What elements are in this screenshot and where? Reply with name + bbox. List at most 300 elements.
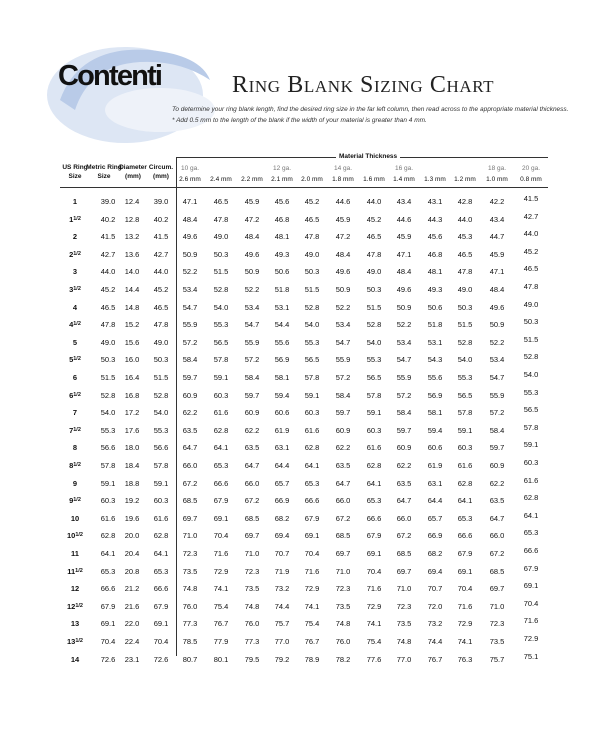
table-row	[0, 404, 600, 421]
blank-length-cell: 66.6	[304, 496, 320, 506]
blank-length-cell: 69.1	[213, 513, 229, 523]
circumference-cell: 69.1	[153, 619, 169, 629]
table-top-rule	[60, 187, 548, 188]
blank-length-cell: 62.8	[523, 493, 539, 503]
us-size-fraction: 1/2	[75, 638, 83, 644]
diameter-cell: 15.2	[124, 320, 140, 330]
metric-size-cell: 39.0	[100, 197, 116, 206]
footnote: * Add 0.5 mm to the length of the blank if the width of your material is greater than 4 mm.	[172, 117, 427, 124]
blank-length-cell: 64.1	[523, 510, 539, 520]
diameter-cell: 12.8	[124, 214, 140, 224]
blank-length-cell: 73.2	[427, 619, 443, 629]
metric-size-cell: 66.6	[100, 584, 116, 594]
blank-length-cell: 76.7	[304, 637, 320, 646]
blank-length-cell: 55.3	[457, 373, 473, 382]
us-size-cell	[60, 619, 90, 628]
us-size-number: 9	[69, 496, 74, 506]
blank-length-cell: 70.4	[457, 584, 473, 594]
blank-length-cell: 73.5	[182, 566, 198, 576]
blank-length-cell: 63.1	[274, 443, 290, 453]
blank-length-cell: 60.3	[457, 443, 473, 453]
us-size-fraction: 1/2	[75, 567, 83, 574]
blank-length-cell: 77.0	[274, 637, 290, 646]
blank-length-cell: 54.3	[427, 355, 443, 365]
blank-length-cell: 72.9	[457, 619, 473, 629]
blank-length-cell: 69.1	[366, 549, 382, 558]
blank-length-cell: 51.5	[457, 320, 473, 330]
blank-length-cell: 54.7	[335, 337, 351, 347]
us-size-fraction: 1/2	[73, 391, 81, 398]
blank-length-cell: 70.7	[274, 549, 290, 558]
blank-length-cell: 57.8	[213, 355, 229, 365]
blank-length-cell: 50.9	[335, 285, 351, 294]
blank-length-cell: 48.4	[182, 214, 198, 224]
blank-length-cell: 50.6	[274, 267, 290, 277]
blank-length-cell: 57.2	[244, 355, 260, 365]
blank-length-cell: 66.0	[396, 513, 412, 523]
us-size-number: 10	[70, 513, 80, 523]
metric-size-cell: 57.8	[100, 461, 116, 470]
thickness-header: 1.8 mm	[332, 176, 354, 183]
thickness-header: 2.6 mm	[179, 176, 201, 183]
blank-length-cell: 64.4	[427, 496, 443, 506]
blank-length-cell: 62.2	[335, 443, 351, 453]
blank-length-cell: 45.2	[523, 246, 539, 256]
blank-length-cell: 47.8	[213, 214, 229, 224]
metric-size-cell: 49.0	[100, 337, 116, 347]
blank-length-cell: 72.9	[523, 634, 539, 643]
diameter-cell: 18.8	[124, 478, 140, 488]
metric-size-cell: 60.3	[100, 496, 116, 506]
blank-length-cell: 50.9	[489, 320, 505, 330]
circumference-cell: 54.0	[153, 408, 169, 418]
col-header-diameter: Diameter (mm)	[119, 164, 147, 180]
us-size-number: 6	[69, 390, 74, 400]
circumference-cell: 66.6	[153, 584, 169, 594]
blank-length-cell: 56.9	[274, 355, 290, 365]
blank-length-cell: 45.6	[274, 197, 290, 206]
blank-length-cell: 47.8	[304, 232, 320, 242]
blank-length-cell: 71.0	[182, 531, 198, 541]
blank-length-cell: 70.4	[366, 566, 382, 576]
table-row	[0, 545, 600, 562]
blank-length-cell: 49.6	[489, 302, 505, 312]
gauge-label: 14 ga.	[333, 165, 353, 172]
blank-length-cell: 44.0	[366, 197, 382, 206]
blank-length-cell: 47.2	[335, 232, 351, 242]
blank-length-cell: 59.4	[427, 425, 443, 435]
blank-length-cell: 79.2	[274, 654, 290, 664]
blank-length-cell: 54.7	[396, 355, 412, 365]
blank-length-cell: 71.6	[457, 601, 473, 611]
circumference-cell: 72.6	[153, 654, 169, 664]
blank-length-cell: 53.4	[182, 285, 198, 294]
thickness-header: 1.4 mm	[393, 176, 415, 183]
blank-length-cell: 72.9	[366, 601, 382, 611]
us-size-number: 5	[72, 337, 78, 347]
blank-length-cell: 72.3	[489, 619, 505, 629]
blank-length-cell: 65.3	[523, 528, 539, 538]
blank-length-cell: 74.8	[396, 637, 412, 646]
blank-length-cell: 47.1	[182, 197, 198, 206]
blank-length-cell: 75.4	[304, 619, 320, 629]
us-size-number: 5	[69, 355, 74, 365]
us-size-number: 12	[70, 584, 80, 594]
us-size-number: 10	[67, 531, 76, 541]
blank-length-cell: 60.3	[213, 390, 229, 400]
blank-length-cell: 58.1	[274, 373, 290, 382]
blank-length-cell: 67.2	[182, 478, 198, 488]
blank-length-cell: 67.2	[244, 496, 260, 506]
blank-length-cell: 50.3	[213, 249, 229, 259]
blank-length-cell: 64.7	[489, 513, 505, 523]
blank-length-cell: 62.8	[213, 425, 229, 435]
metric-size-cell: 46.5	[100, 302, 116, 312]
blank-length-cell: 49.6	[182, 232, 198, 242]
blank-length-cell: 70.4	[213, 531, 229, 541]
blank-length-cell: 64.1	[457, 496, 473, 506]
circumference-cell: 51.5	[153, 373, 169, 382]
blank-length-cell: 62.2	[182, 408, 198, 418]
blank-length-cell: 73.2	[274, 584, 290, 594]
diameter-cell: 14.4	[124, 285, 140, 294]
metric-size-cell: 62.8	[100, 531, 116, 541]
blank-length-cell: 52.8	[304, 302, 320, 312]
page-title: Ring Blank Sizing Chart	[232, 72, 495, 98]
diameter-cell: 20.4	[124, 549, 140, 558]
metric-size-cell: 56.6	[100, 443, 116, 453]
metric-size-cell: 54.0	[100, 408, 116, 418]
metric-size-cell: 40.2	[100, 214, 116, 224]
table-row	[0, 246, 600, 263]
metric-size-cell: 47.8	[100, 320, 116, 330]
us-size-cell	[60, 320, 90, 329]
diameter-cell: 16.8	[124, 390, 140, 400]
us-size-number: 2	[72, 232, 78, 242]
metric-size-cell: 41.5	[100, 232, 116, 242]
blank-length-cell: 50.3	[304, 267, 320, 277]
blank-length-cell: 51.5	[213, 267, 229, 277]
blank-length-cell: 64.7	[244, 461, 260, 470]
blank-length-cell: 50.3	[523, 317, 539, 327]
us-size-cell	[60, 655, 90, 664]
us-size-cell	[60, 567, 90, 576]
blank-length-cell: 69.7	[182, 513, 198, 523]
blank-length-cell: 49.0	[366, 267, 382, 277]
blank-length-cell: 76.3	[457, 654, 473, 664]
blank-length-cell: 64.7	[396, 496, 412, 506]
blank-length-cell: 66.6	[213, 478, 229, 488]
blank-length-cell: 72.9	[213, 566, 229, 576]
blank-length-cell: 66.6	[523, 546, 539, 555]
col-header-circumference: Circum. (mm)	[148, 164, 174, 180]
us-size-fraction: 1/2	[73, 250, 81, 257]
blank-length-cell: 61.9	[274, 425, 290, 435]
blank-length-cell: 53.1	[427, 337, 443, 347]
blank-length-cell: 54.7	[244, 320, 260, 330]
col-header-us-size: US Ring Size	[62, 164, 88, 180]
blank-length-cell: 68.5	[335, 531, 351, 541]
blank-length-cell: 74.1	[457, 637, 473, 646]
blank-length-cell: 54.7	[182, 302, 198, 312]
blank-length-cell: 67.9	[304, 513, 320, 523]
blank-length-cell: 42.7	[523, 211, 539, 221]
blank-length-cell: 74.1	[213, 584, 229, 594]
us-size-number: 11	[71, 549, 79, 558]
blank-length-cell: 50.3	[457, 302, 473, 312]
blank-length-cell: 74.1	[304, 601, 320, 611]
blank-length-cell: 74.1	[366, 619, 382, 629]
blank-length-cell: 44.7	[489, 232, 505, 242]
blank-length-cell: 49.3	[427, 285, 443, 294]
diameter-cell: 20.0	[124, 531, 140, 541]
us-size-cell	[60, 355, 90, 364]
circumference-cell: 56.6	[153, 443, 169, 453]
blank-length-cell: 64.1	[366, 478, 382, 488]
us-size-cell	[60, 496, 90, 505]
blank-length-cell: 71.0	[244, 549, 260, 558]
us-size-cell	[60, 303, 90, 312]
blank-length-cell: 68.2	[274, 513, 290, 523]
blank-length-cell: 66.9	[427, 531, 443, 541]
us-size-cell	[60, 479, 90, 488]
blank-length-cell: 64.7	[182, 443, 198, 453]
blank-length-cell: 57.2	[396, 390, 412, 400]
blank-length-cell: 52.2	[182, 267, 198, 277]
blank-length-cell: 69.1	[457, 566, 473, 576]
blank-length-cell: 55.6	[427, 373, 443, 382]
blank-length-cell: 76.0	[244, 619, 260, 629]
blank-length-cell: 42.8	[457, 197, 473, 206]
blank-length-cell: 59.1	[523, 440, 539, 450]
blank-length-cell: 76.0	[335, 637, 351, 646]
blank-length-cell: 59.7	[396, 425, 412, 435]
blank-length-cell: 51.5	[523, 334, 539, 344]
blank-length-cell: 64.4	[274, 461, 290, 470]
metric-size-cell: 42.7	[100, 249, 116, 259]
blank-length-cell: 52.8	[523, 352, 539, 362]
blank-length-cell: 44.6	[335, 197, 351, 206]
blank-length-cell: 72.3	[182, 549, 198, 558]
blank-length-cell: 69.7	[244, 531, 260, 541]
blank-length-cell: 50.9	[396, 302, 412, 312]
us-size-cell	[60, 514, 90, 523]
blank-length-cell: 56.5	[213, 337, 229, 347]
blank-length-cell: 43.1	[427, 197, 443, 206]
gauge-label: 20 ga.	[521, 165, 541, 172]
blank-length-cell: 56.5	[457, 390, 473, 400]
us-size-cell	[60, 426, 90, 435]
gauge-label: 10 ga.	[180, 165, 200, 172]
blank-length-cell: 60.6	[427, 443, 443, 453]
metric-size-cell: 65.3	[100, 566, 116, 576]
blank-length-cell: 77.0	[396, 654, 412, 664]
us-size-fraction: 1/2	[73, 426, 81, 433]
table-row	[0, 598, 600, 615]
us-size-fraction: 1/2	[73, 286, 81, 292]
blank-length-cell: 55.9	[489, 390, 505, 400]
blank-length-cell: 63.5	[182, 425, 198, 435]
blank-length-cell: 55.3	[213, 320, 229, 330]
thickness-header: 2.0 mm	[301, 176, 323, 183]
circumference-cell: 40.2	[153, 214, 169, 224]
blank-length-cell: 62.8	[457, 478, 473, 488]
us-size-cell	[60, 602, 90, 611]
blank-length-cell: 56.9	[427, 390, 443, 400]
blank-length-cell: 53.4	[244, 302, 260, 312]
blank-length-cell: 55.9	[182, 320, 198, 330]
blank-length-cell: 72.9	[304, 584, 320, 594]
col-header-metric: Metric Ring Size	[86, 164, 122, 180]
blank-length-cell: 70.7	[427, 584, 443, 594]
blank-length-cell: 76.7	[213, 619, 229, 629]
blank-length-cell: 47.8	[523, 282, 539, 291]
blank-length-cell: 44.6	[396, 214, 412, 224]
thickness-header: 2.4 mm	[210, 176, 232, 183]
blank-length-cell: 74.4	[274, 601, 290, 611]
blank-length-cell: 55.9	[396, 373, 412, 382]
blank-length-cell: 69.1	[523, 581, 539, 591]
circumference-cell: 42.7	[153, 249, 169, 259]
diameter-cell: 17.6	[124, 425, 140, 435]
blank-length-cell: 58.4	[182, 355, 198, 365]
blank-length-cell: 48.4	[335, 249, 351, 259]
blank-length-cell: 50.9	[244, 267, 260, 277]
us-size-fraction: 1/2	[75, 532, 83, 539]
blank-length-cell: 67.2	[335, 513, 351, 523]
blank-length-cell: 44.3	[427, 214, 443, 224]
blank-length-cell: 45.9	[244, 197, 260, 206]
blank-length-cell: 55.9	[335, 355, 351, 365]
blank-length-cell: 45.3	[457, 232, 473, 242]
blank-length-cell: 71.6	[366, 584, 382, 594]
table-row	[0, 369, 600, 386]
blank-length-cell: 68.5	[182, 496, 198, 506]
blank-length-cell: 59.1	[457, 425, 473, 435]
diameter-cell: 21.6	[124, 601, 140, 611]
blank-length-cell: 65.3	[213, 461, 229, 470]
diameter-cell: 18.4	[124, 461, 140, 470]
circumference-cell: 64.1	[153, 549, 169, 558]
blank-length-cell: 43.4	[396, 197, 412, 206]
blank-length-cell: 49.0	[457, 285, 473, 294]
blank-length-cell: 47.8	[366, 249, 382, 259]
blank-length-cell: 76.7	[427, 654, 443, 664]
blank-length-cell: 62.8	[366, 461, 382, 470]
blank-length-cell: 74.4	[427, 637, 443, 646]
blank-length-cell: 60.3	[366, 425, 382, 435]
blank-length-cell: 66.6	[366, 513, 382, 523]
blank-length-cell: 53.4	[396, 337, 412, 347]
thickness-header: 2.2 mm	[241, 176, 263, 183]
table-row	[0, 615, 600, 632]
blank-length-cell: 68.5	[244, 513, 260, 523]
blank-length-cell: 46.5	[304, 214, 320, 224]
blank-length-cell: 73.5	[335, 601, 351, 611]
blank-length-cell: 44.0	[457, 214, 473, 224]
blank-length-cell: 75.1	[523, 651, 539, 661]
circumference-cell: 39.0	[153, 197, 169, 206]
circumference-cell: 44.0	[153, 267, 169, 277]
us-size-number: 7	[72, 408, 78, 418]
blank-length-cell: 59.4	[274, 390, 290, 400]
circumference-cell: 62.8	[153, 531, 169, 541]
us-size-number: 1	[72, 197, 78, 206]
blank-length-cell: 59.1	[213, 373, 229, 382]
table-row	[0, 263, 600, 280]
blank-length-cell: 68.5	[489, 566, 505, 576]
us-size-number: 13	[67, 637, 76, 646]
thickness-header: 2.1 mm	[271, 176, 293, 183]
blank-length-cell: 59.7	[182, 373, 198, 382]
blank-length-cell: 66.6	[457, 531, 473, 541]
blank-length-cell: 56.5	[523, 405, 539, 415]
blank-length-cell: 51.8	[427, 320, 443, 330]
table-row	[0, 633, 600, 650]
blank-length-cell: 49.0	[523, 299, 539, 309]
us-size-number: 8	[72, 443, 78, 453]
blank-length-cell: 69.1	[304, 531, 320, 541]
blank-length-cell: 55.3	[523, 387, 539, 397]
blank-length-cell: 67.2	[489, 549, 505, 558]
blank-length-cell: 52.8	[213, 285, 229, 294]
circumference-cell: 50.3	[153, 355, 169, 365]
blank-length-cell: 66.0	[244, 478, 260, 488]
blank-length-cell: 70.4	[304, 549, 320, 558]
table-row	[0, 299, 600, 316]
blank-length-cell: 54.7	[489, 373, 505, 382]
metric-size-cell: 50.3	[100, 355, 116, 365]
circumference-cell: 49.0	[153, 337, 169, 347]
blank-length-cell: 67.2	[396, 531, 412, 541]
blank-length-cell: 61.6	[366, 443, 382, 453]
blank-length-cell: 60.9	[244, 408, 260, 418]
metric-size-cell: 59.1	[100, 478, 116, 488]
blank-length-cell: 65.3	[366, 496, 382, 506]
blank-length-cell: 71.9	[274, 566, 290, 576]
metric-size-cell: 70.4	[100, 637, 116, 646]
blank-length-cell: 60.9	[182, 390, 198, 400]
blank-length-cell: 57.8	[457, 408, 473, 418]
circumference-cell: 52.8	[153, 390, 169, 400]
circumference-cell: 60.3	[153, 496, 169, 506]
blank-length-cell: 54.0	[213, 302, 229, 312]
blank-length-cell: 65.3	[457, 513, 473, 523]
us-size-fraction: 1/2	[73, 497, 81, 504]
us-size-cell	[60, 637, 90, 646]
blank-length-cell: 48.4	[489, 285, 505, 294]
blank-length-cell: 42.2	[489, 197, 505, 206]
blank-length-cell: 66.0	[489, 531, 505, 541]
diameter-cell: 22.0	[124, 619, 140, 629]
blank-length-cell: 75.4	[366, 637, 382, 646]
blank-length-cell: 74.8	[182, 584, 198, 594]
diameter-cell: 22.4	[124, 637, 140, 646]
blank-length-cell: 61.6	[213, 408, 229, 418]
blank-length-cell: 67.9	[523, 563, 539, 573]
blank-length-cell: 64.7	[335, 478, 351, 488]
blank-length-cell: 55.9	[244, 337, 260, 347]
blank-length-cell: 63.1	[427, 478, 443, 488]
metric-size-cell: 44.0	[100, 267, 116, 277]
table-row	[0, 316, 600, 333]
us-size-fraction: 1/2	[73, 462, 81, 468]
blank-length-cell: 62.2	[244, 425, 260, 435]
blank-length-cell: 43.4	[489, 214, 505, 224]
diameter-cell: 13.2	[124, 232, 140, 242]
diameter-cell: 15.6	[124, 337, 140, 347]
blank-length-cell: 45.9	[489, 249, 505, 259]
